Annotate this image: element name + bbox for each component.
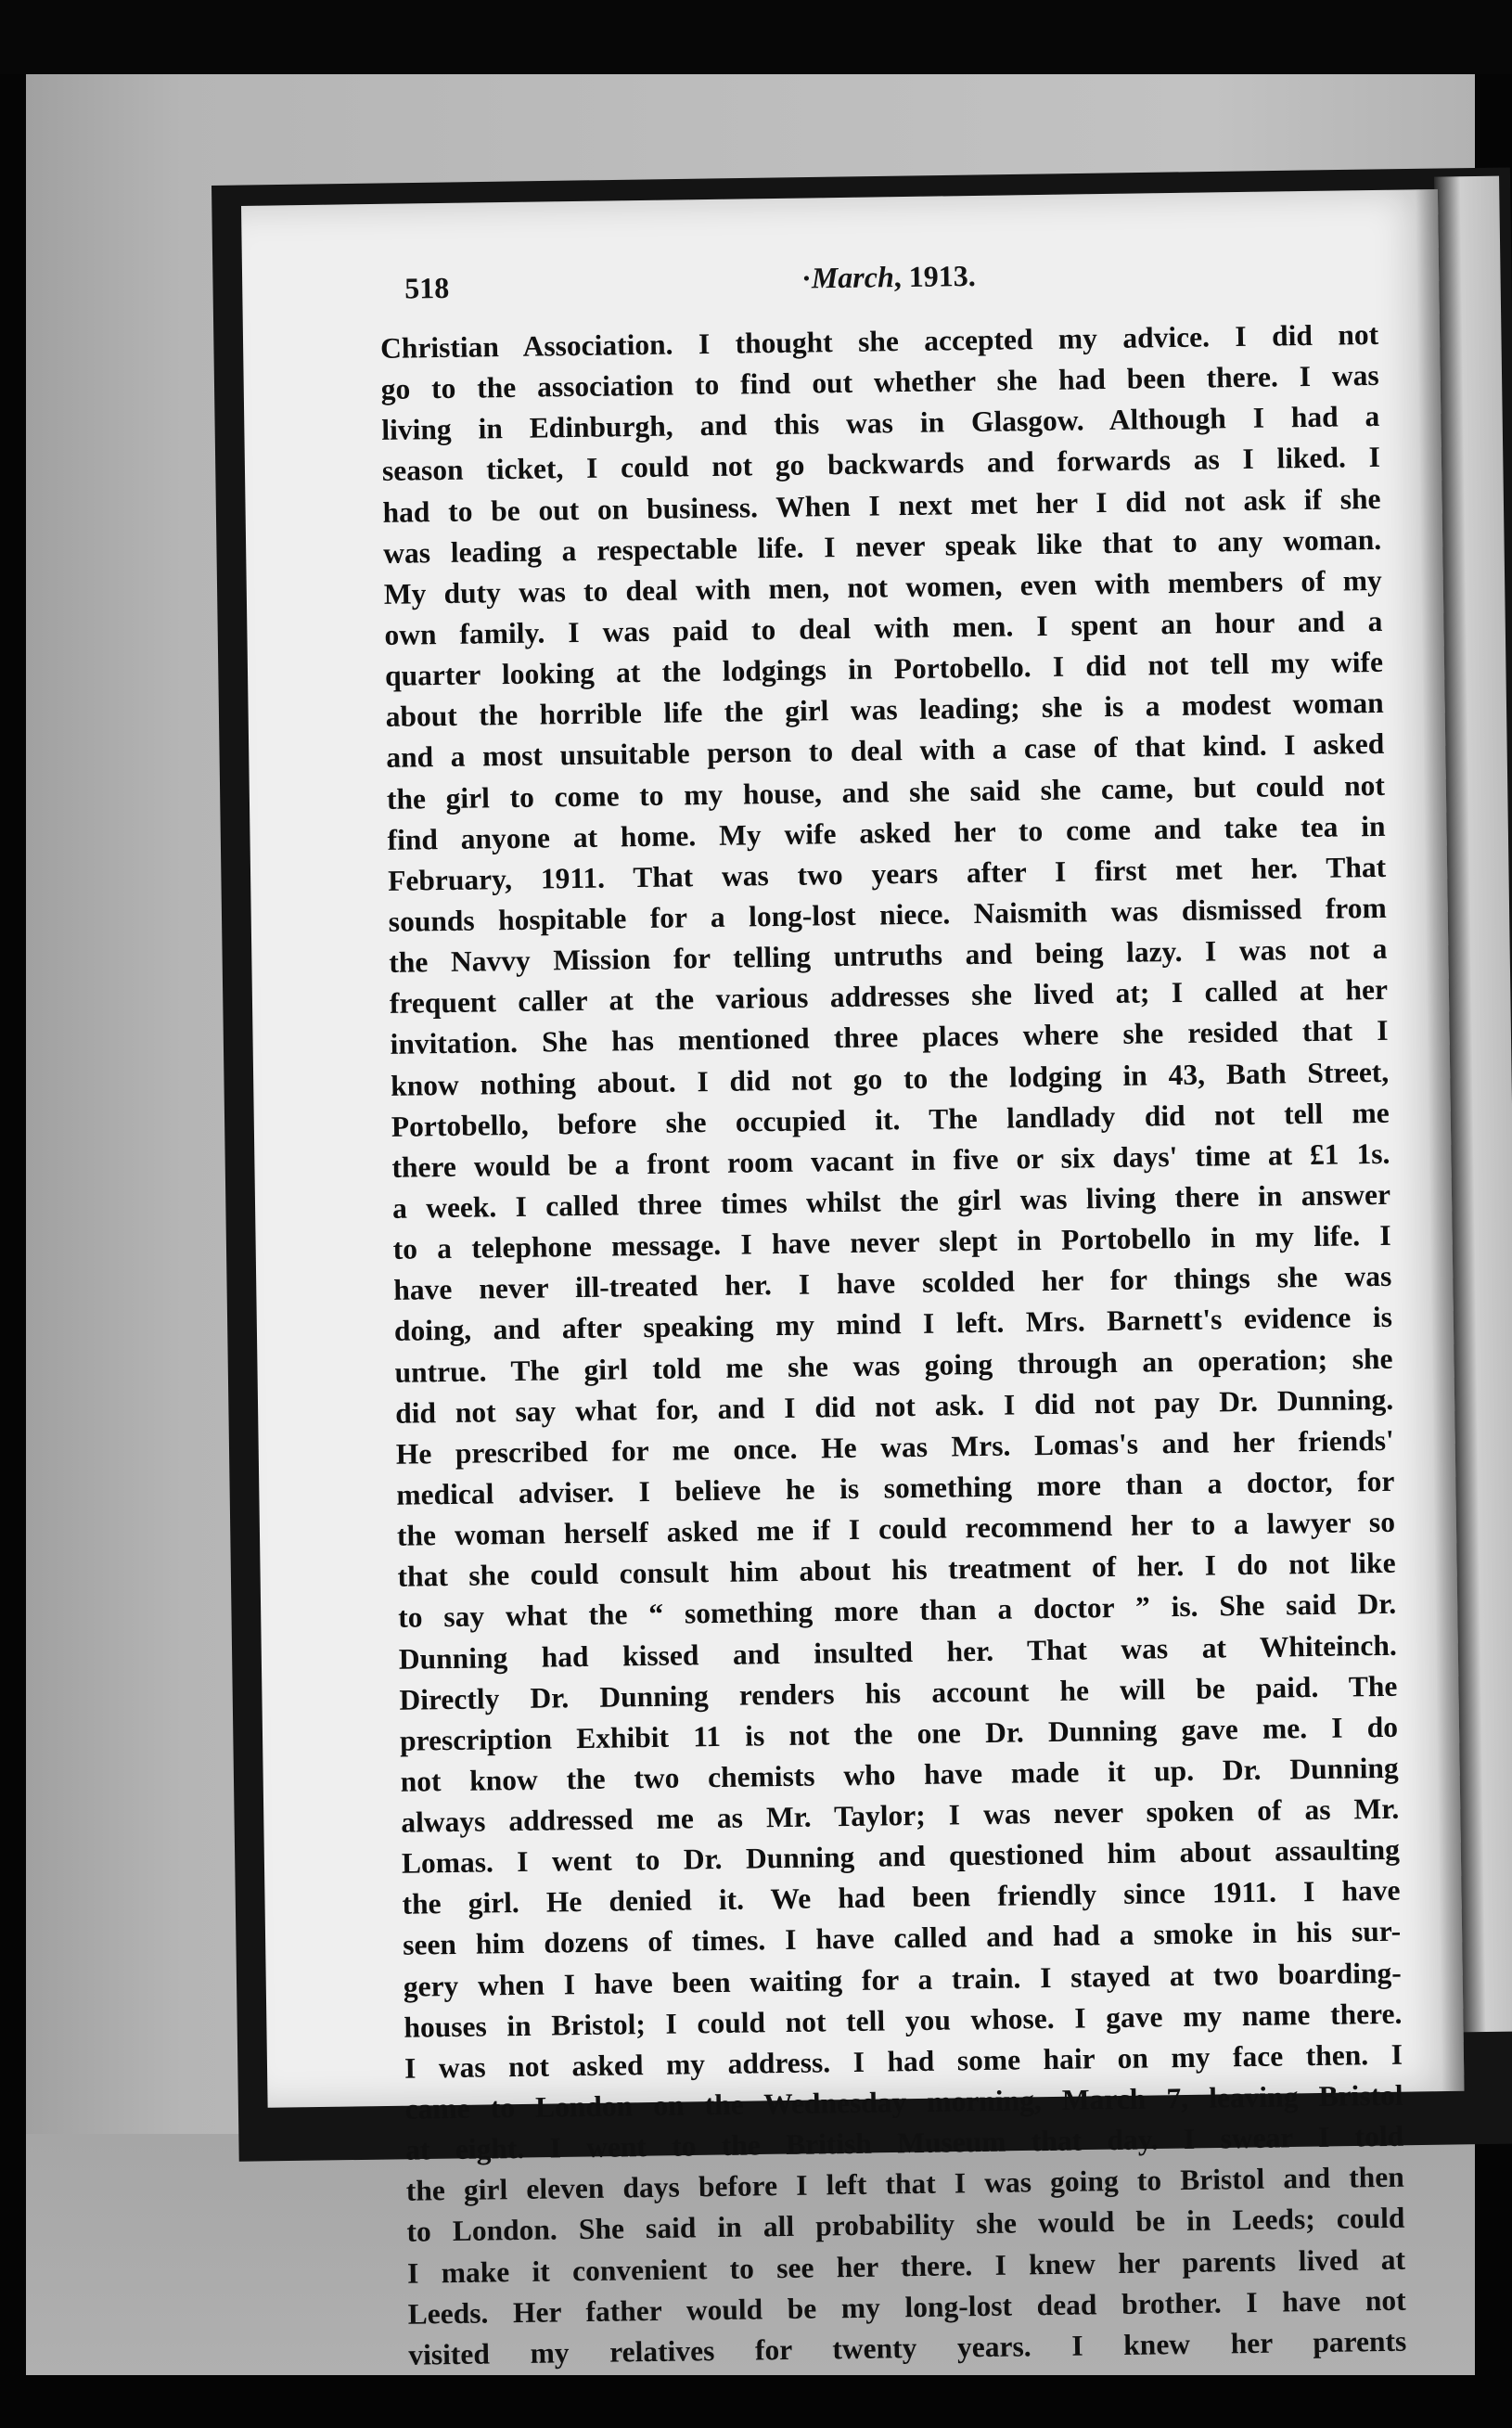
text-line: houses in Bristol; I could not tell you whose. I gave my name there. [404,1997,1403,2044]
text-line: seen him dozens of times. I have called and had a smoke in his sur- [402,1915,1402,1962]
text-line: the girl. He denied it. We had been friendly since 1911. I have [402,1874,1401,1921]
text-line: to say what the “ something more than a doctor ” is. She said Dr. [398,1587,1397,1635]
text-line: the Navvy Mission for telling untruths and being lazy. I was not a [389,931,1388,979]
text-line: that she could consult him about his treatment of her. I do not like [397,1546,1396,1594]
text-line: I make it convenient to see her there. I knew her parents lived at [406,2242,1406,2290]
text-line: always addressed me as Mr. Taylor; I was never spoken of as Mr. [401,1792,1400,1839]
book-page [241,189,1464,2371]
text-line: Leeds. Her father would be my long-lost dead brother. I have not [407,2283,1406,2331]
text-line: season ticket, I could not go backwards and forwards as I liked. I [381,441,1381,488]
text-line: gery when I have been waiting for a train. I stayed at two boarding- [403,1956,1402,2003]
text-line: own family. I was paid to deal with men. I spent an hour and a [384,604,1383,651]
text-line: frequent caller at the various addresses she lived at; I called at her [389,973,1389,1021]
text-line: living in Edinburgh, and this was in Glasgow. Although I had a [381,400,1380,447]
text-line: know nothing about. I did not go to the lodging in 43, Bath Street, [391,1055,1390,1102]
text-line: to a telephone message. I have never slept in Portobello in my life. I [392,1218,1391,1265]
text-line: the girl to come to my house, and she said she came, but could not [386,768,1386,816]
text-line: at eight. I went to the British Museum that day. I swear I told [405,2119,1404,2166]
text-line: the woman herself asked me if I could recommend her to a lawyer so [396,1505,1396,1552]
top-dark-border [0,0,1512,74]
text-line: not know the two chemists who have made it up. Dr. Dunning [400,1751,1399,1798]
text-line: and a most unsuitable person to deal with a case of that kind. I asked [386,727,1385,775]
text-line: doing, and after speaking my mind I left. Mrs. Barnett's evidence is [393,1301,1393,1348]
text-line: Dunning had kissed and insulted her. That was at Whiteinch. [398,1628,1398,1676]
text-line: to London. She said in all probability she would be in Leeds; could [406,2202,1405,2249]
text-line: a week. I called three times whilst the girl was living there in answer [391,1177,1391,1225]
body-text [380,315,1407,2376]
text-line: quarter looking at the lodgings in Portobello. I did not tell my wife [384,645,1384,693]
text-line: did not say what for, and I did not ask. I did not pay Dr. Dunning. [394,1382,1394,1430]
text-line: Christian Association. I thought she accepted my advice. I did not [379,317,1379,365]
header-year: , 1913. [893,258,976,294]
text-line: had to be out on business. When I next met her I did not ask if she [382,482,1381,529]
bottom-dark-border [0,2375,1512,2428]
header-date: ·March, 1913. [801,258,976,295]
text-line: visited my relatives for twenty years. I knew her parents [408,2324,1407,2371]
text-line: about the horrible life the girl was leading; she is a modest woman [385,687,1384,734]
text-line: untrue. The girl told me she was going through an operation; she [394,1342,1393,1389]
text-line: sounds hospitable for a long-lost niece. Naismith was dismissed from [388,891,1387,938]
left-dark-border [0,74,26,2428]
text-line: February, 1911. That was two years after I first met her. That [387,850,1387,897]
text-line: have never ill-treated her. I have scolded her for things she was [393,1260,1392,1307]
text-line: find anyone at home. My wife asked her to come and take tea in [387,809,1386,856]
text-line: Portobello, before she occupied it. The landlady did not tell me [391,1096,1390,1143]
text-line: the girl eleven days before I left that I was going to Bristol and then [405,2161,1405,2208]
text-line: go to the association to find out whether she had been there. I was [380,359,1379,406]
header-month: March [811,260,894,295]
text-line: there would be a front room vacant in five or six days' time at £1 1s. [391,1137,1390,1184]
text-line: medical adviser. I believe he is something more than a doctor, for [396,1464,1395,1511]
page-number: 518 [404,270,450,305]
text-line: Lomas. I went to Dr. Dunning and questioned him about assaulting [401,1832,1401,1880]
text-line: was leading a respectable life. I never speak like that to any woman. [382,522,1382,570]
text-line: He prescribed for me once. He was Mrs. Lomas's and her friends' [395,1423,1394,1471]
running-header [404,258,1398,318]
text-line: Directly Dr. Dunning renders his account he will be paid. The [399,1669,1398,1716]
text-line: invitation. She has mentioned three places where she resided that I [390,1014,1389,1061]
text-line: My duty was to deal with men, not women, even with members of my [383,563,1382,610]
text-line: came to London on the Wednesday morning, March 7, leaving Bristol [404,2078,1403,2126]
text-line: prescription Exhibit 11 is not the one Dr. Dunning gave me. I do [399,1710,1399,1757]
text-line: I was not asked my address. I had some hair on my face then. I [404,2037,1403,2085]
